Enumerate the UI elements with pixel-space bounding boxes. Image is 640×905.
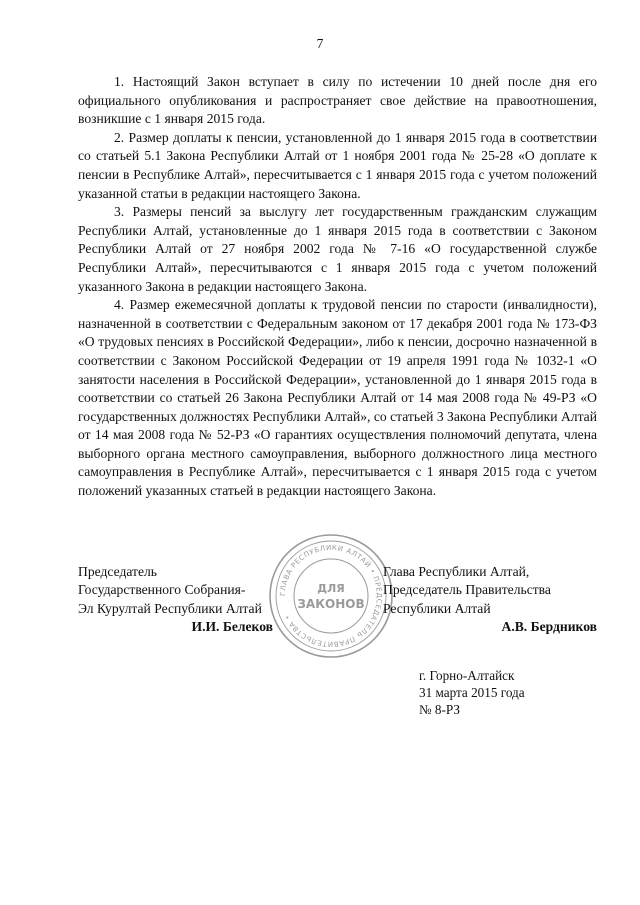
- page-number: 7: [316, 36, 324, 51]
- signature-block-left: [78, 563, 273, 637]
- signature-left-name: И.И. Белеков: [191, 619, 273, 635]
- paragraph-1: 1. Настоящий Закон вступает в силу по истечении 10 дней после дня его официального опубликования и распространяет свое действие на правоотношения, возникшие с 1 января 2015 года.: [78, 74, 597, 127]
- official-seal: [267, 532, 395, 660]
- signature-left-line1: Председатель: [78, 564, 157, 579]
- paragraph-3: 3. Размеры пенсий за выслугу лет государственным гражданским служащим Республики Алтай, установленные до 1 января 2015 года в соответствии с Законом Республики Алтай от 27 ноября 2002 года № 7-16 «О государственной службе Республики Алтай», пересчитываются с 1 января 2015 года с учетом положений указанного Закона в редакции настоящего Закона.: [78, 204, 597, 294]
- date-text: 31 марта 2015 года: [419, 685, 525, 701]
- law-body: [78, 73, 597, 501]
- place-date-number: [419, 667, 525, 719]
- paragraph-4: 4. Размер ежемесячной доплаты к трудовой пенсии по старости (инвалидности), назначенной в соответствии с Федеральным законом от 17 декабря 2001 года № 173-ФЗ «О трудовых пенсиях в Российской Федерации», либо к пенсии, досрочно назначенной в соответствии с Законом Российской Федерации от 19 апреля 1991 года № 1032-1 «О занятости населения в Российской Федерации», установленной до 1 января 2015 года в соответствии со статьей 26 Закона Республики Алтай от 14 мая 2008 года № 49-РЗ «О государственных должностях Республики Алтай», со статьей 3 Закона Республики Алтай от 14 мая 2008 года № 52-РЗ «О гарантиях осуществления полномочий депутата, члена выборного органа местного самоуправления, выборного должностного лица местного самоуправления в Республике Алтай», пересчитывается с 1 января 2015 года с учетом положений указанных статьей в редакции настоящего Закона.: [78, 297, 597, 499]
- law-number-text: № 8-РЗ: [419, 702, 460, 718]
- seal-ring-text: ГЛАВА РЕСПУБЛИКИ АЛТАЙ • ПРЕДСЕДАТЕЛЬ ПРАВИТЕЛЬСТВА •: [278, 543, 384, 649]
- seal-center-bottom: ЗАКОНОВ: [297, 597, 365, 611]
- signature-left-line2: Государственного Собрания-: [78, 582, 246, 598]
- city-text: г. Горно-Алтайск: [419, 668, 515, 683]
- seal-icon: [267, 532, 395, 660]
- signature-right-line2: Председатель Правительства: [383, 582, 551, 598]
- signature-right-line1: Глава Республики Алтай,: [383, 564, 530, 579]
- signature-right-name: А.В. Бердников: [501, 619, 597, 635]
- signature-block-right: [383, 563, 597, 637]
- paragraph-2: 2. Размер доплаты к пенсии, установленной до 1 января 2015 года в соответствии со статьей 5.1 Закона Республики Алтай от 1 ноября 2001 года № 25-28 «О доплате к пенсии в Республике Алтай», пересчитывается с 1 января 2015 года с учетом положений указанной статьи в редакции настоящего Закона.: [78, 129, 597, 201]
- signature-left-line3: Эл Курултай Республики Алтай: [78, 600, 262, 616]
- seal-center-top: ДЛЯ: [317, 582, 345, 595]
- svg-text:ГЛАВА РЕСПУБЛИКИ АЛТАЙ • ПРЕДС: [279, 544, 383, 648]
- signature-right-line3: Республики Алтай: [383, 600, 491, 616]
